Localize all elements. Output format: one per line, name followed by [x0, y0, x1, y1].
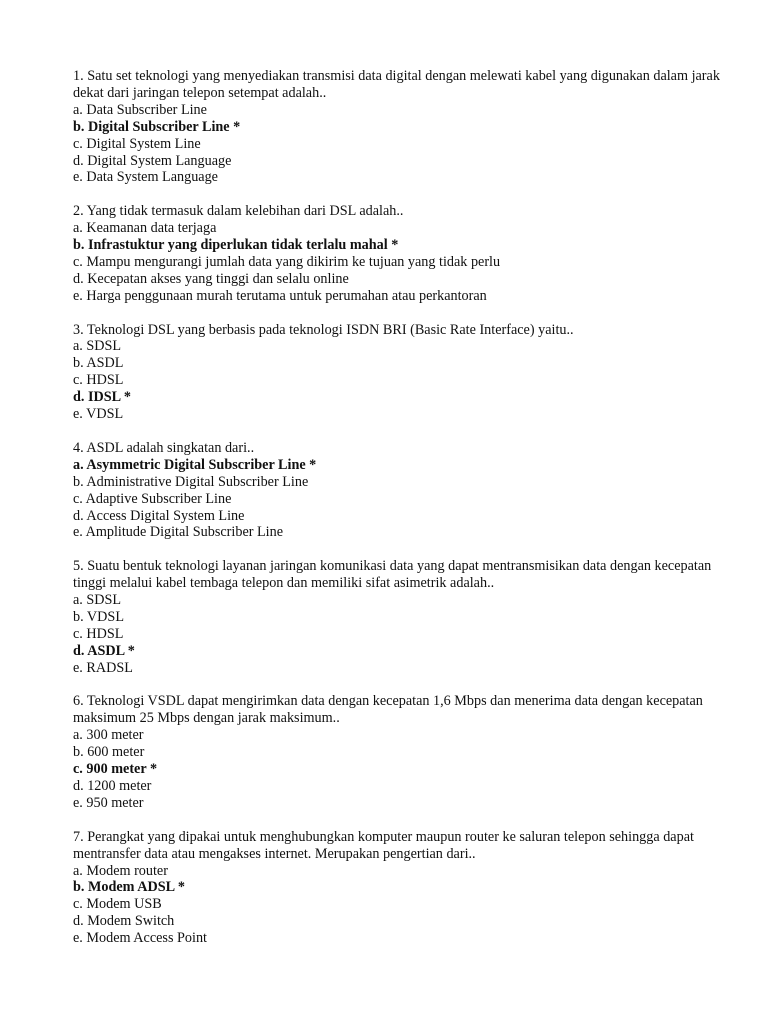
option-b: b. VDSL: [73, 608, 124, 625]
option-c: c. Mampu mengurangi jumlah data yang dikirim ke tujuan yang tidak perlu: [73, 253, 501, 270]
question-text: 4. ASDL adalah singkatan dari..: [73, 439, 255, 456]
question-text: 1. Satu set teknologi yang menyediakan transmisi data digital dengan melewati kabel yang digunakan dalam jarak dekat dari jaringan telepon setempat adalah..: [73, 68, 720, 101]
option-c: c. HDSL: [73, 625, 124, 642]
option-c: c. Digital System Line: [73, 135, 201, 152]
option-d: d. Kecepatan akses yang tinggi dan selalu online: [73, 270, 349, 287]
option-d: d. 1200 meter: [73, 777, 152, 794]
question-text: 6. Teknologi VSDL dapat mengirimkan data dengan kecepatan 1,6 Mbps dan menerima data dengan kecepatan maksimum 25 Mbps dengan jarak maksimum..: [73, 693, 703, 727]
option-c: c. Modem USB: [73, 896, 162, 913]
option-b: b. 600 meter: [73, 744, 145, 761]
question-text: 7. Perangkat yang dipakai untuk menghubungkan komputer maupun router ke saluran telepon sehingga dapat mentransfer data atau mengakses internet. Merupakan pengertian dari..: [73, 828, 694, 862]
option-e: e. Modem Access Point: [73, 930, 207, 947]
question-7: [73, 829, 733, 947]
option-e: e. Data System Language: [73, 169, 218, 186]
document-page: [73, 68, 733, 964]
option-c-correct: c. 900 meter *: [73, 761, 158, 778]
option-b: b. Administrative Digital Subscriber Line: [73, 473, 309, 490]
option-c: c. Adaptive Subscriber Line: [73, 490, 232, 507]
option-b-correct: b. Digital Subscriber Line *: [73, 118, 241, 135]
option-b: b. ASDL: [73, 355, 124, 372]
option-e: e. 950 meter: [73, 794, 144, 811]
question-2: [73, 203, 733, 304]
option-a: a. SDSL: [73, 592, 122, 609]
option-a: a. Modem router: [73, 862, 168, 879]
option-a: a. SDSL: [73, 338, 122, 355]
option-b-correct: b. Modem ADSL *: [73, 879, 185, 896]
option-d: d. Digital System Language: [73, 152, 232, 169]
option-d-correct: d. IDSL *: [73, 389, 131, 406]
question-3: [73, 322, 733, 423]
option-e: e. Amplitude Digital Subscriber Line: [73, 524, 284, 541]
question-4: [73, 440, 733, 541]
option-a: a. 300 meter: [73, 727, 144, 744]
question-6: [73, 693, 733, 811]
option-b-correct: b. Infrastuktur yang diperlukan tidak terlalu mahal *: [73, 237, 399, 254]
option-a: a. Data Subscriber Line: [73, 101, 207, 118]
option-d-correct: d. ASDL *: [73, 642, 135, 659]
question-text: 5. Suatu bentuk teknologi layanan jaringan komunikasi data yang dapat mentransmisikan data dengan kecepatan tinggi melalui kabel tembaga telepon dan memiliki sifat asimetrik adalah..: [73, 558, 712, 592]
question-1: [73, 68, 733, 186]
option-a: a. Keamanan data terjaga: [73, 220, 217, 237]
question-5: [73, 558, 733, 676]
question-text: 2. Yang tidak termasuk dalam kelebihan dari DSL adalah..: [73, 203, 404, 220]
option-e: e. VDSL: [73, 406, 124, 423]
option-e: e. RADSL: [73, 659, 133, 676]
option-e: e. Harga penggunaan murah terutama untuk perumahan atau perkantoran: [73, 287, 487, 304]
option-d: d. Modem Switch: [73, 913, 175, 930]
option-d: d. Access Digital System Line: [73, 507, 245, 524]
option-c: c. HDSL: [73, 372, 124, 389]
option-a-correct: a. Asymmetric Digital Subscriber Line *: [73, 456, 317, 473]
question-text: 3. Teknologi DSL yang berbasis pada teknologi ISDN BRI (Basic Rate Interface) yaitu..: [73, 321, 574, 338]
